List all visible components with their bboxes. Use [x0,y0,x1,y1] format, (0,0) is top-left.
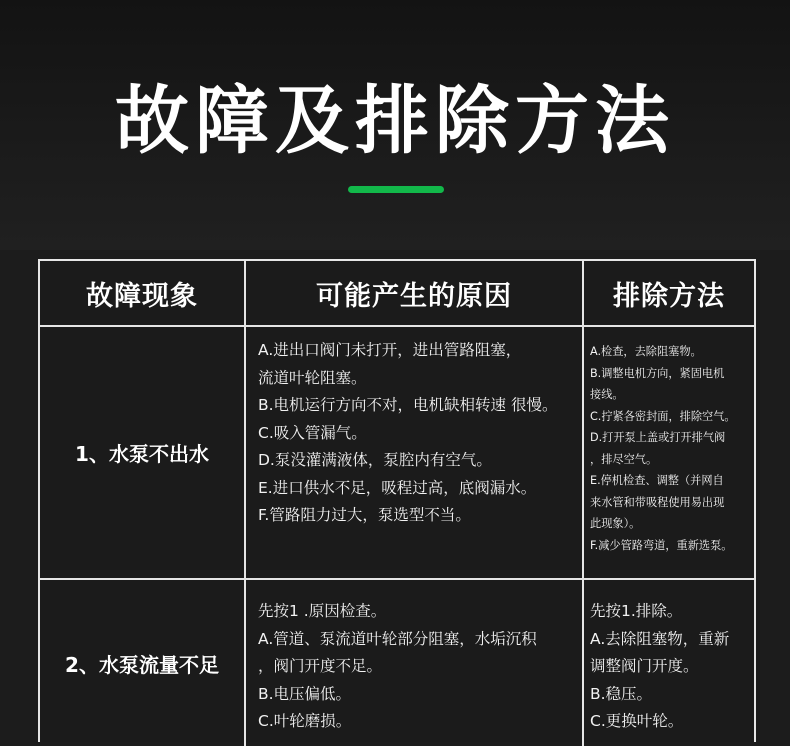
cause-line: B.电机运行方向不对，电机缺相转速 很慢。 [258,396,558,414]
troubleshooting-table [38,259,756,742]
row-remedies [584,327,754,578]
cause-line: 流道叶轮阻塞。 [258,368,367,387]
cause-line: 先按1 .原因检查。 [258,602,387,620]
row-causes [246,580,584,746]
cause-line: A.管道、泵流道叶轮部分阻塞，水垢沉积 [258,629,537,648]
title-accent-bar [348,186,444,193]
remedy-line: A.去除阻塞物，重新 [590,629,730,648]
page-title: 故障及排除方法 [115,78,675,164]
remedy-line: B.调整电机方向，紧固电机 [590,366,725,380]
row-phenomenon: 1、水泵不出水 [40,327,246,578]
remedy-line: E.停机检查、调整（并网自 [590,474,724,487]
remedy-line: C.拧紧各密封面，排除空气。 [590,409,736,423]
remedy-line: A.检查，去除阻塞物。 [590,345,702,358]
table-header-row [40,261,754,327]
cause-line: C.叶轮磨损。 [258,712,352,730]
table-row [40,580,754,746]
cause-line: E.进口供水不足，吸程过高，底阀漏水。 [258,478,537,497]
remedy-line: D.打开泵上盖或打开排气阀 [590,431,726,444]
remedy-line: 接线。 [590,388,624,401]
row-remedies [584,580,754,746]
remedy-line: 来水管和带吸程使用易出现 [590,495,725,509]
row-phenomenon: 2、水泵流量不足 [40,580,246,746]
header-causes: 可能产生的原因 [246,261,584,325]
header-phenomenon: 故障现象 [40,261,246,325]
table-row [40,327,754,580]
cause-line: B.电压偏低。 [258,684,352,703]
header-remedies: 排除方法 [613,280,725,312]
remedy-line: 调整阀门开度。 [590,657,699,675]
remedy-line: F.减少管路弯道，重新选泵。 [590,538,733,552]
cause-line: C.吸入管漏气。 [258,423,367,442]
remedy-line: B.稳压。 [590,684,653,703]
cause-line: A.进出口阀门未打开，进出管路阻塞， [258,341,522,359]
remedy-line: 此现象）。 [590,517,641,530]
cause-line: D.泵没灌满液体，泵腔内有空气。 [258,451,492,469]
cause-line: ，阀门开度不足。 [258,657,383,675]
cause-line: F.管路阻力过大，泵选型不当。 [258,506,471,524]
remedy-line: 先按1.排除。 [590,602,683,620]
remedy-line: ，排尽空气。 [590,452,658,466]
row-causes [246,327,584,578]
remedy-line: C.更换叶轮。 [590,712,684,730]
